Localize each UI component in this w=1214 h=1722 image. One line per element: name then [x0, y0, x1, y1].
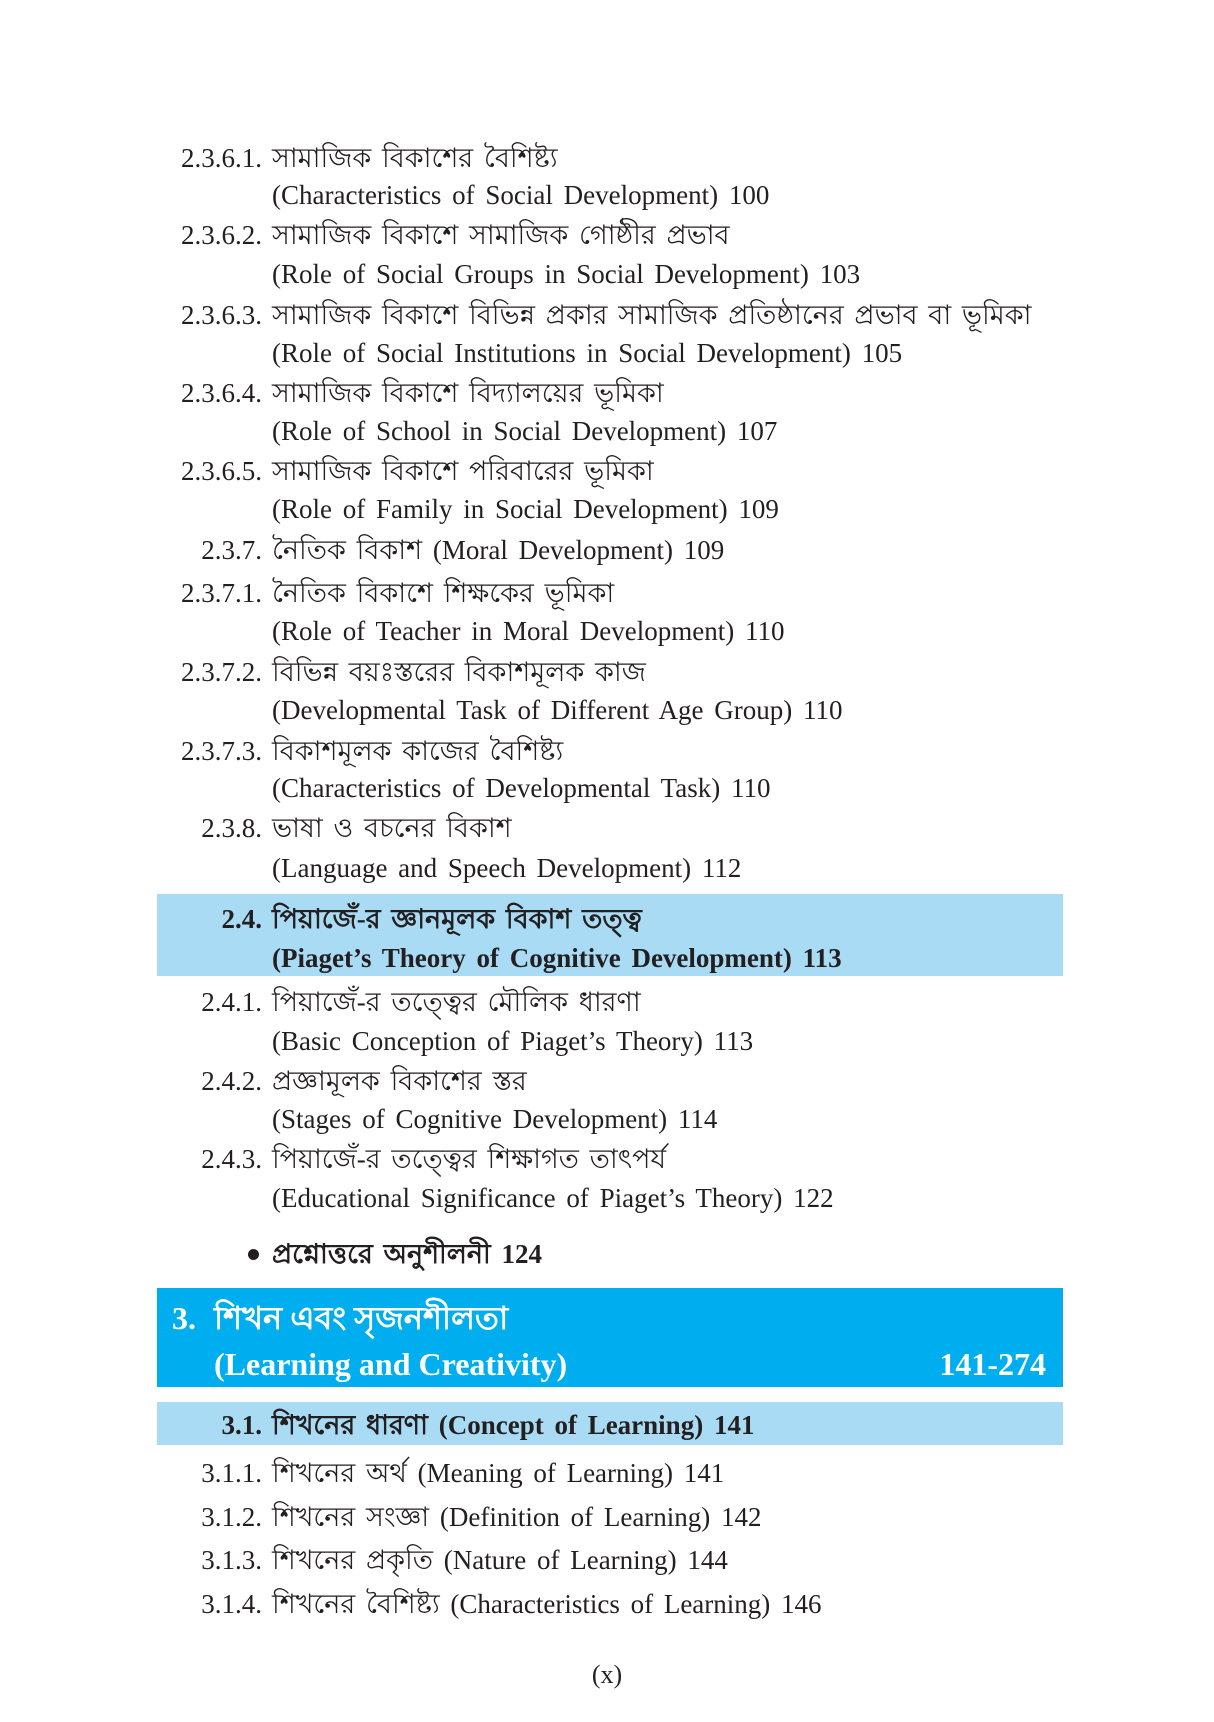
- toc-entry-text: বিভিন্ন বয়ঃস্তরের বিকাশমূলক কাজ: [272, 657, 646, 688]
- toc-entry-number: 3.1.2.: [201, 1501, 262, 1532]
- toc-entry-line: [0, 690, 1214, 730]
- toc-entry-number: 2.3.6.2.: [181, 220, 262, 251]
- toc-entry-text: পিয়াজেঁ-র তত্ত্বের শিক্ষাগত তাৎপর্য: [272, 1144, 667, 1175]
- toc-entry-text: শিখনের সংজ্ঞা (Definition of Learning) 142: [272, 1501, 762, 1532]
- toc-entry-line: [0, 938, 1214, 978]
- toc-entry-line: [0, 373, 1214, 413]
- toc-entry-number: 2.3.7.3.: [181, 735, 262, 766]
- toc-entry-line: [0, 215, 1214, 255]
- toc-entry-line: [0, 333, 1214, 373]
- toc-entry-line: [0, 1405, 1214, 1445]
- toc-entry-text: (Role of Social Institutions in Social Development) 105: [272, 338, 903, 369]
- toc-entry-line: [0, 1234, 1214, 1274]
- toc-entry-number: 3.1.1.: [201, 1457, 262, 1488]
- toc-entry-line: [0, 1497, 1214, 1537]
- toc-entry-line: [0, 731, 1214, 771]
- toc-entry-number: 2.4.1.: [201, 987, 262, 1018]
- toc-entry-text: সামাজিক বিকাশে বিদ্যালয়ের ভূমিকা: [272, 378, 664, 409]
- toc-entry-line: [0, 489, 1214, 529]
- toc-entry-text: প্রজ্ঞামূলক বিকাশের স্তর: [272, 1065, 527, 1096]
- toc-entry-number: 3.1.: [221, 1410, 262, 1441]
- toc-entry-line: [0, 1453, 1214, 1493]
- chapter-number: 3.: [172, 1300, 196, 1336]
- chapter-title-bengali: শিখন এবং সৃজনশীলতা: [214, 1300, 509, 1336]
- toc-entry-line: [0, 138, 1214, 178]
- toc-entry-text: পিয়াজেঁ-র তত্ত্বের মৌলিক ধারণা: [272, 987, 641, 1018]
- toc-entry-text: (Role of Teacher in Moral Development) 110: [272, 616, 785, 647]
- toc-entry-text: নৈতিক বিকাশে শিক্ষকের ভূমিকা: [272, 577, 615, 608]
- toc-entry-text: পিয়াজেঁ-র জ্ঞানমূলক বিকাশ তত্ত্ব: [272, 903, 642, 934]
- toc-entry-line: [0, 1099, 1214, 1139]
- toc-entry-text: (Piaget’s Theory of Cognitive Development) 113: [272, 943, 842, 974]
- toc-entry-line: [0, 768, 1214, 808]
- toc-entry-line: [0, 530, 1214, 570]
- toc-entry-text: ভাষা ও বচনের বিকাশ: [272, 813, 512, 843]
- toc-entry-number: 2.3.6.1.: [181, 142, 262, 173]
- toc-entry-text: সামাজিক বিকাশের বৈশিষ্ট্য: [272, 142, 558, 173]
- toc-entry-number: 2.3.7.2.: [181, 657, 262, 688]
- toc-entry-text: (Characteristics of Social Development) 100: [272, 180, 770, 211]
- toc-entry-line: [0, 411, 1214, 451]
- toc-entry-text: (Basic Conception of Piaget’s Theory) 113: [272, 1026, 754, 1057]
- toc-entry-line: [0, 175, 1214, 215]
- toc-entry-number: 3.1.4.: [201, 1589, 262, 1620]
- toc-entry-line: [0, 451, 1214, 491]
- toc-entry-text: শিখনের অর্থ (Meaning of Learning) 141: [272, 1457, 725, 1488]
- toc-entry-number: 2.4.2.: [201, 1065, 262, 1096]
- toc-entry-line: [0, 848, 1214, 888]
- toc-entry-text: সামাজিক বিকাশে বিভিন্ন প্রকার সামাজিক প্রতিষ্ঠানের প্রভাব বা ভূমিকা: [272, 299, 1032, 330]
- toc-entry-text: শিখনের প্রকৃতি (Nature of Learning) 144: [272, 1544, 728, 1575]
- toc-entry-line: [0, 982, 1214, 1022]
- toc-entry-line: [0, 1061, 1214, 1101]
- chapter-pages: 141-274: [939, 1346, 1046, 1382]
- toc-entry-text: (Role of Social Groups in Social Development) 103: [272, 258, 861, 289]
- toc-entry-number: 2.3.7.: [201, 534, 262, 565]
- toc-entry-text: নৈতিক বিকাশ (Moral Development) 109: [272, 534, 725, 565]
- toc-entry-text: সামাজিক বিকাশে সামাজিক গোষ্ঠীর প্রভাব: [272, 220, 730, 251]
- toc-entry-line: [0, 611, 1214, 651]
- toc-entry-text: (Role of School in Social Development) 107: [272, 415, 778, 446]
- toc-entry-text: (Language and Speech Development) 112: [272, 852, 742, 883]
- toc-entry-line: [0, 899, 1214, 939]
- toc-entry-number: 3.1.3.: [201, 1544, 262, 1575]
- bullet-icon: [248, 1249, 259, 1260]
- toc-entry-line: [0, 573, 1214, 613]
- toc-entry-number: 2.3.6.3.: [181, 299, 262, 330]
- toc-entry-text: (Role of Family in Social Development) 109: [272, 493, 779, 524]
- toc-entry-line: [0, 295, 1214, 335]
- toc-entry-text: (Educational Significance of Piaget’s Theory) 122: [272, 1182, 834, 1213]
- toc-entry-text: (Developmental Task of Different Age Group) 110: [272, 694, 843, 725]
- toc-entry-number: 2.3.6.4.: [181, 378, 262, 409]
- chapter-title-english: (Learning and Creativity): [214, 1346, 568, 1382]
- toc-entry-text: সামাজিক বিকাশে পরিবারের ভূমিকা: [272, 456, 654, 487]
- toc-entry-line: [0, 1021, 1214, 1061]
- toc-entry-number: 2.3.7.1.: [181, 577, 262, 608]
- toc-entry-text: (Characteristics of Developmental Task) 110: [272, 773, 771, 804]
- toc-entry-text: শিখনের বৈশিষ্ট্য (Characteristics of Learning) 146: [272, 1589, 822, 1620]
- toc-entry-line: [0, 808, 1214, 848]
- toc-entry-line: [0, 1139, 1214, 1179]
- toc-entry-text: প্রশ্নোত্তরে অনুশীলনী 124: [272, 1239, 542, 1270]
- page-number: (x): [591, 1660, 623, 1689]
- toc-entry-line: [0, 1178, 1214, 1218]
- toc-entry-number: 2.3.6.5.: [181, 456, 262, 487]
- toc-entry-number: 2.4.3.: [201, 1144, 262, 1175]
- toc-entry-number: 2.4.: [221, 903, 262, 934]
- toc-entry-line: [0, 652, 1214, 692]
- toc-entry-line: [0, 1584, 1214, 1624]
- toc-entry-line: [0, 1540, 1214, 1580]
- toc-entry-text: (Stages of Cognitive Development) 114: [272, 1104, 718, 1135]
- toc-entry-text: শিখনের ধারণা (Concept of Learning) 141: [272, 1410, 755, 1441]
- toc-entry-text: বিকাশমূলক কাজের বৈশিষ্ট্য: [272, 735, 564, 766]
- toc-entry-line: [0, 254, 1214, 294]
- toc-entry-number: 2.3.8.: [201, 813, 262, 843]
